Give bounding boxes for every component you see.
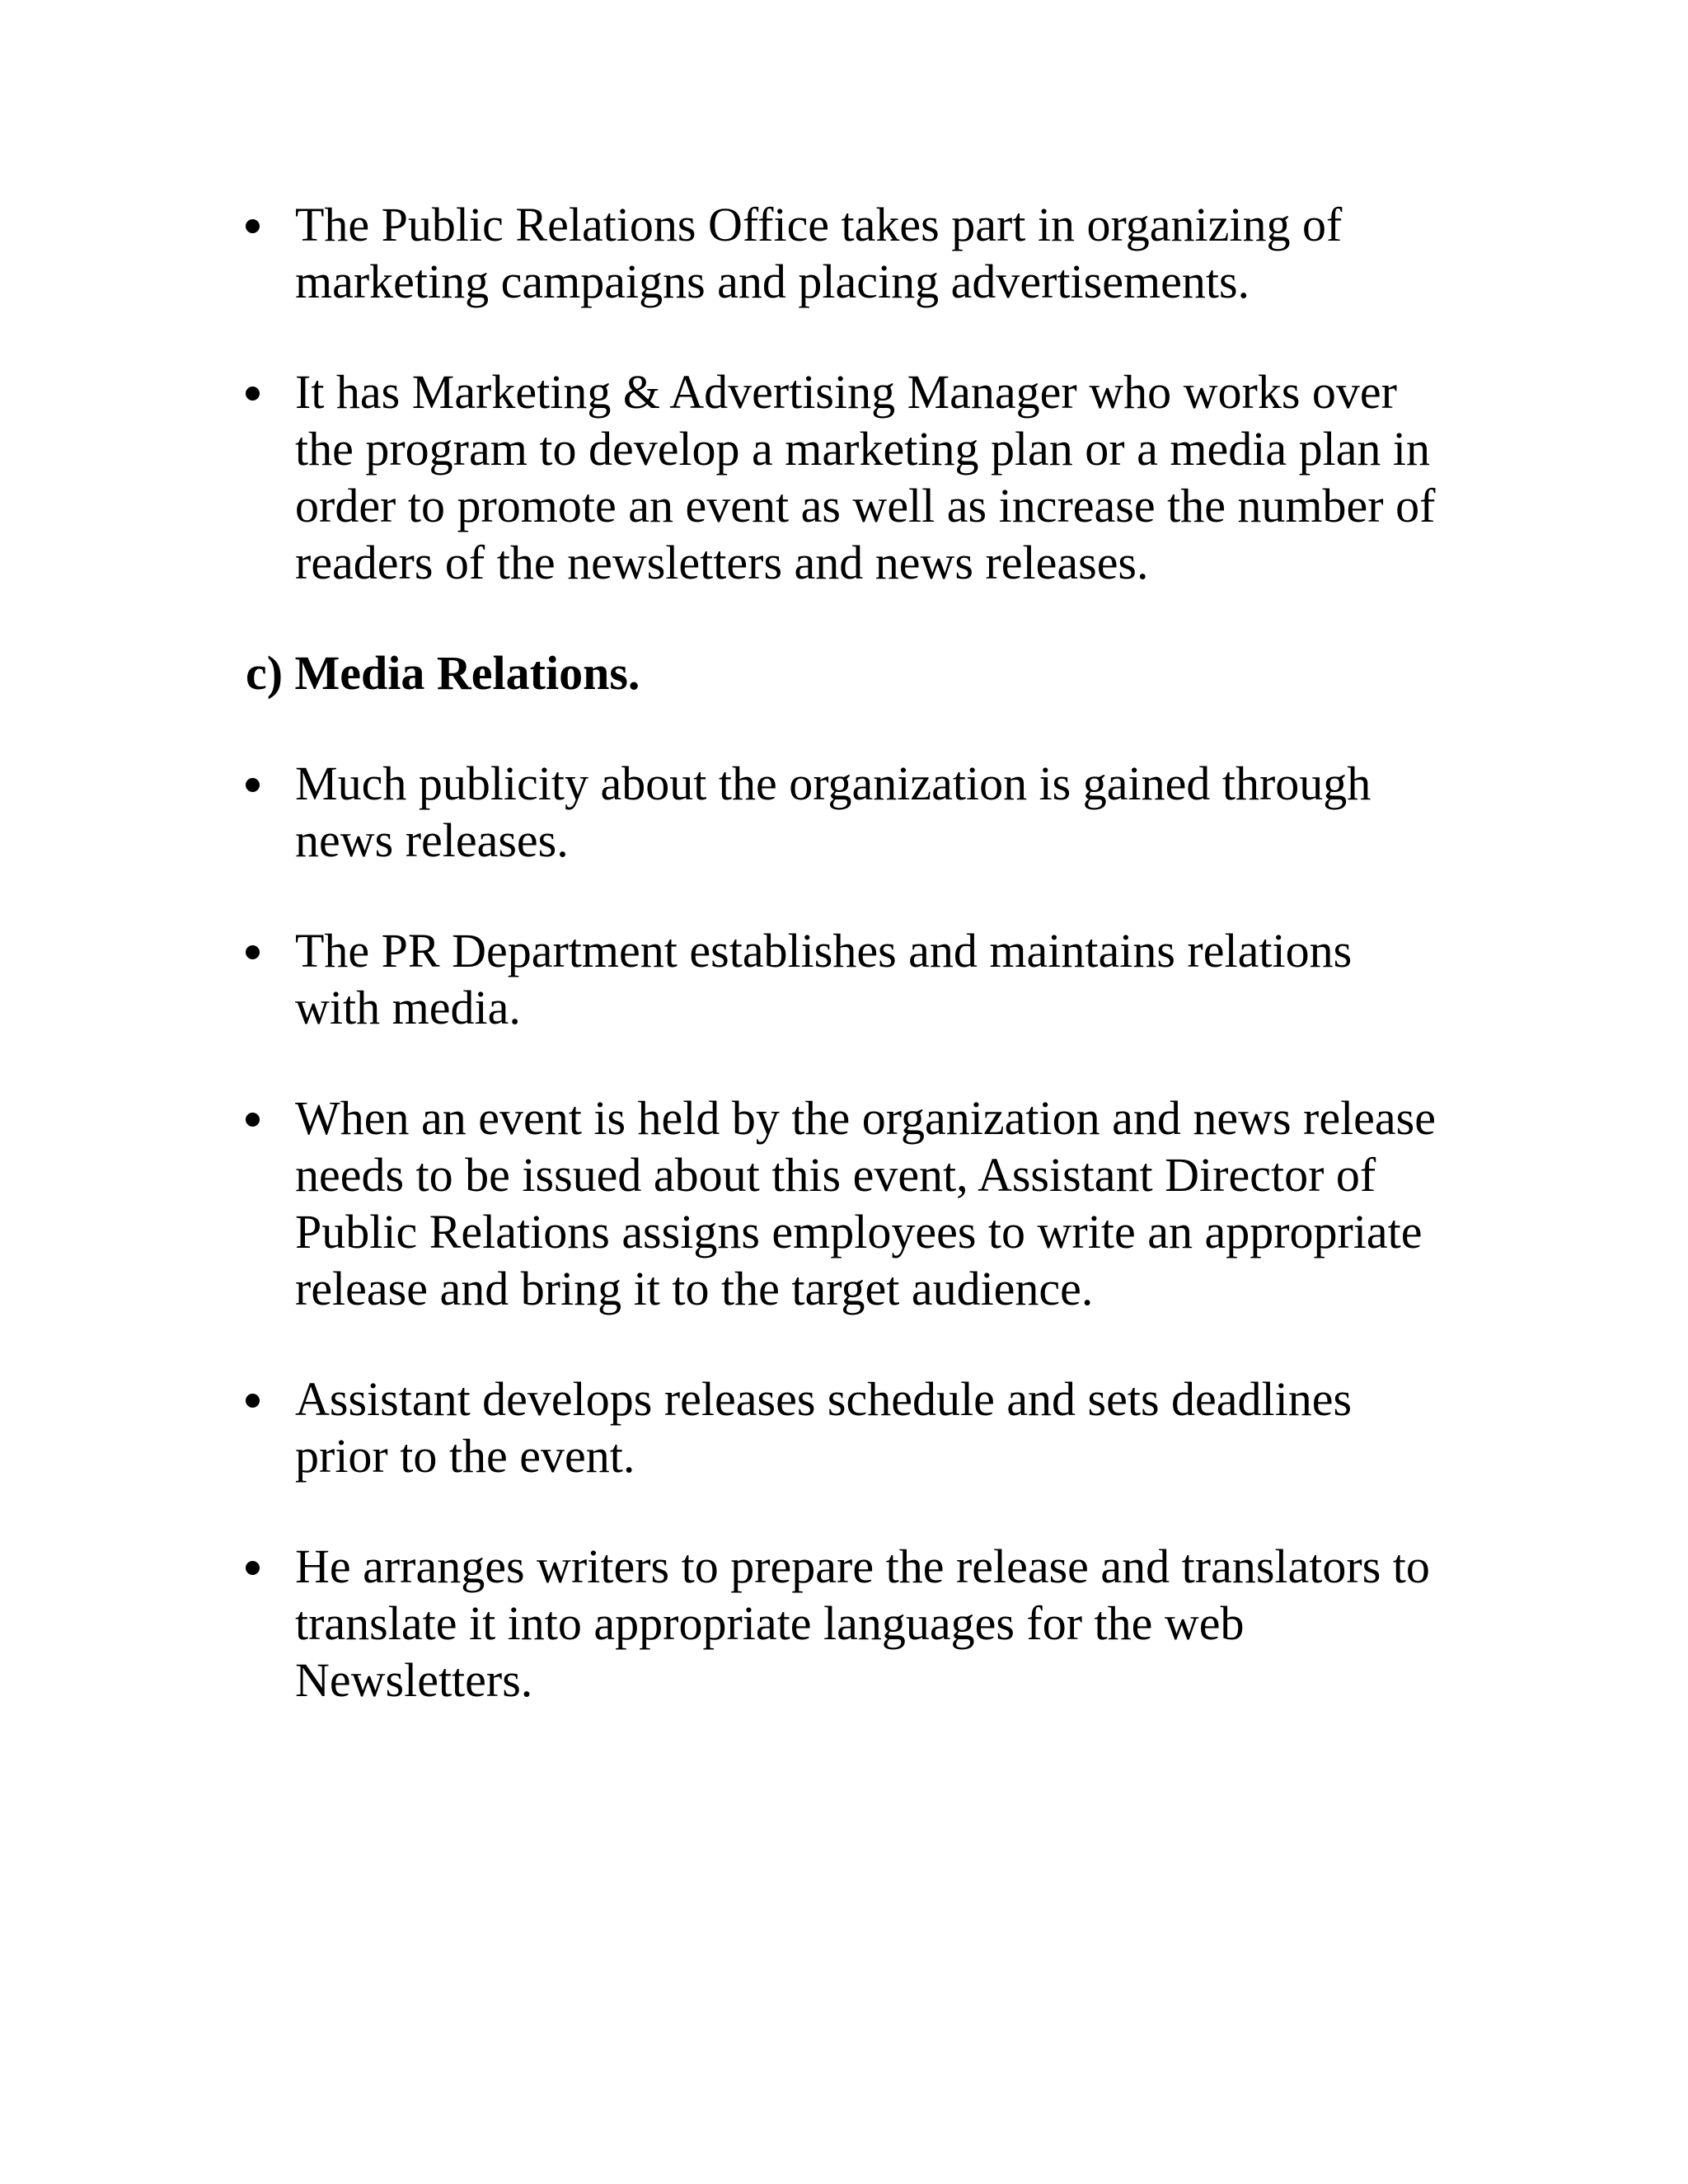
spacer [246,1036,1498,1090]
bullet-icon [246,387,260,401]
bullet-icon [246,1561,260,1575]
bullet-item [246,196,1498,310]
spacer [246,310,1498,363]
spacer [246,1317,1498,1371]
bullet-item [246,922,1498,1036]
bullet-item [246,1371,1498,1484]
bullet-icon [246,1394,260,1408]
spacer [246,701,1498,755]
bullet-item [246,1538,1498,1708]
bullet-icon [246,778,260,792]
bullet-text: The Public Relations Office takes part in organizing of marketing campaigns and placing advertisements. [295,198,1343,308]
bullet-text: Assistant develops releases schedule and sets deadlines prior to the event. [295,1372,1353,1483]
bullet-text: The PR Department establishes and maintains relations with media. [295,924,1353,1034]
bullet-text: He arranges writers to prepare the release and translators to translate it into appropriate languages for the web Newsletters. [295,1540,1430,1707]
bullet-text: Much publicity about the organization is gained through news releases. [295,757,1372,867]
bullet-item [246,755,1498,869]
bullet-icon [246,945,260,959]
document-body [246,196,1498,1708]
spacer [246,869,1498,922]
spacer [246,591,1498,644]
bullet-icon [246,1113,260,1127]
section-heading: c) Media Relations. [246,646,640,700]
bullet-icon [246,219,260,233]
bullet-text: It has Marketing & Advertising Manager who works over the program to develop a marketing plan or a media plan in order to promote an event as well as increase the number of readers of the newsletters and news releases. [295,365,1436,589]
bullet-item [246,1090,1498,1317]
bullet-text: When an event is held by the organization and news release needs to be issued about this event, Assistant Director of Public Relations assigns employees to write an appropriate release and bring it to the target audience. [295,1091,1436,1315]
bullet-item [246,363,1498,591]
spacer [246,1484,1498,1538]
